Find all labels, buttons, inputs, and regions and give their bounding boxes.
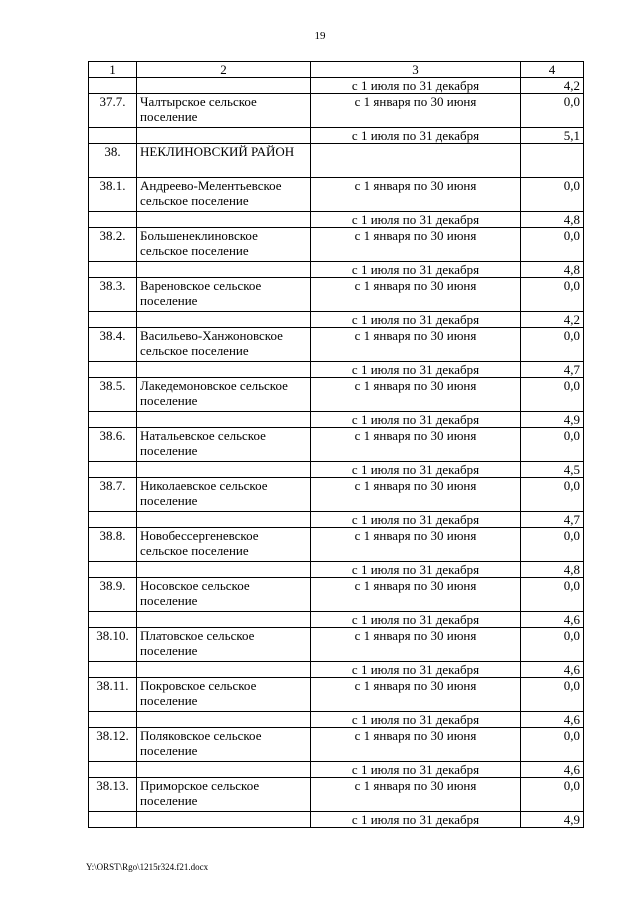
row-number: [89, 362, 137, 378]
table-row: [89, 128, 584, 144]
table-row: [89, 678, 584, 712]
table-row: [89, 528, 584, 562]
table-row: [89, 328, 584, 362]
settlement-name: [137, 212, 311, 228]
table-row: [89, 278, 584, 312]
table-row: [89, 94, 584, 128]
settlement-name: [137, 562, 311, 578]
period: с 1 июля по 31 декабря: [311, 362, 521, 378]
table-row: [89, 562, 584, 578]
rate-value: 0,0: [521, 94, 584, 128]
period: с 1 июля по 31 декабря: [311, 412, 521, 428]
period: с 1 июля по 31 декабря: [311, 612, 521, 628]
row-number: 38.2.: [89, 228, 137, 262]
settlement-name: Николаевское сельское поселение: [137, 478, 311, 512]
table-row: [89, 378, 584, 412]
settlement-name: Носовское сельское поселение: [137, 578, 311, 612]
rate-value: 0,0: [521, 178, 584, 212]
row-number: [89, 78, 137, 94]
settlement-name: [137, 662, 311, 678]
table-row: [89, 362, 584, 378]
rate-value: [521, 144, 584, 178]
settlement-name: Новобессергеневское сельское поселение: [137, 528, 311, 562]
period: с 1 января по 30 июня: [311, 728, 521, 762]
column-header-4: 4: [521, 62, 584, 78]
rate-value: 0,0: [521, 678, 584, 712]
period: с 1 июля по 31 декабря: [311, 762, 521, 778]
rate-value: 0,0: [521, 528, 584, 562]
rate-value: 5,1: [521, 128, 584, 144]
settlement-name: [137, 262, 311, 278]
page-number: 19: [314, 30, 326, 42]
settlement-name: [137, 412, 311, 428]
table-row: [89, 512, 584, 528]
row-number: [89, 512, 137, 528]
settlement-name: Натальевское сельское поселение: [137, 428, 311, 462]
table-row: [89, 612, 584, 628]
table-row: [89, 144, 584, 178]
table-row: [89, 662, 584, 678]
period: с 1 января по 30 июня: [311, 528, 521, 562]
period: с 1 июля по 31 декабря: [311, 512, 521, 528]
table-header-row: [89, 62, 584, 78]
row-number: 38.7.: [89, 478, 137, 512]
file-path-footer: Y:\ORST\Rgo\1215r324.f21.docx: [86, 862, 209, 872]
rates-table: [88, 61, 584, 828]
period: с 1 января по 30 июня: [311, 94, 521, 128]
settlement-name: НЕКЛИНОВСКИЙ РАЙОН: [137, 144, 311, 178]
period: [311, 144, 521, 178]
rate-value: 0,0: [521, 478, 584, 512]
rate-value: 4,8: [521, 562, 584, 578]
row-number: [89, 212, 137, 228]
settlement-name: Чалтырское сельское поселение: [137, 94, 311, 128]
row-number: [89, 462, 137, 478]
rate-value: 4,5: [521, 462, 584, 478]
period: с 1 июля по 31 декабря: [311, 78, 521, 94]
settlement-name: Андреево-Мелентьевское сельское поселение: [137, 178, 311, 212]
settlement-name: [137, 362, 311, 378]
period: с 1 января по 30 июня: [311, 628, 521, 662]
settlement-name: [137, 512, 311, 528]
period: с 1 июля по 31 декабря: [311, 128, 521, 144]
settlement-name: Покровское сельское поселение: [137, 678, 311, 712]
row-number: 38.: [89, 144, 137, 178]
settlement-name: [137, 812, 311, 828]
rate-value: 0,0: [521, 278, 584, 312]
period: с 1 июля по 31 декабря: [311, 312, 521, 328]
rate-value: 0,0: [521, 728, 584, 762]
row-number: 38.8.: [89, 528, 137, 562]
row-number: 38.1.: [89, 178, 137, 212]
settlement-name: [137, 612, 311, 628]
period: с 1 июля по 31 декабря: [311, 562, 521, 578]
rate-value: 4,6: [521, 712, 584, 728]
settlement-name: [137, 462, 311, 478]
period: с 1 июля по 31 декабря: [311, 812, 521, 828]
rate-value: 0,0: [521, 228, 584, 262]
settlement-name: Большенеклиновское сельское поселение: [137, 228, 311, 262]
row-number: [89, 262, 137, 278]
period: с 1 июля по 31 декабря: [311, 462, 521, 478]
column-header-2: 2: [137, 62, 311, 78]
period: с 1 июля по 31 декабря: [311, 662, 521, 678]
table-row: [89, 212, 584, 228]
row-number: 38.3.: [89, 278, 137, 312]
period: с 1 июля по 31 декабря: [311, 212, 521, 228]
row-number: [89, 312, 137, 328]
table-row: [89, 628, 584, 662]
table-row: [89, 712, 584, 728]
settlement-name: [137, 78, 311, 94]
table-row: [89, 262, 584, 278]
rate-value: 0,0: [521, 328, 584, 362]
column-header-3: 3: [311, 62, 521, 78]
rate-value: 0,0: [521, 578, 584, 612]
table-row: [89, 428, 584, 462]
row-number: [89, 128, 137, 144]
rate-value: 4,7: [521, 512, 584, 528]
period: с 1 января по 30 июня: [311, 578, 521, 612]
row-number: [89, 612, 137, 628]
row-number: 38.4.: [89, 328, 137, 362]
period: с 1 января по 30 июня: [311, 278, 521, 312]
period: с 1 января по 30 июня: [311, 478, 521, 512]
table-row: [89, 462, 584, 478]
rate-value: 4,2: [521, 312, 584, 328]
settlement-name: Васильево-Ханжоновское сельское поселение: [137, 328, 311, 362]
rate-value: 0,0: [521, 378, 584, 412]
table-row: [89, 778, 584, 812]
row-number: 38.5.: [89, 378, 137, 412]
row-number: [89, 412, 137, 428]
rate-value: 0,0: [521, 428, 584, 462]
table-row: [89, 228, 584, 262]
rate-value: 4,9: [521, 412, 584, 428]
rate-value: 4,6: [521, 762, 584, 778]
settlement-name: Поляковское сельское поселение: [137, 728, 311, 762]
rate-value: 4,7: [521, 362, 584, 378]
period: с 1 января по 30 июня: [311, 228, 521, 262]
settlement-name: Вареновское сельское поселение: [137, 278, 311, 312]
row-number: [89, 712, 137, 728]
settlement-name: Приморское сельское поселение: [137, 778, 311, 812]
period: с 1 января по 30 июня: [311, 678, 521, 712]
period: с 1 июля по 31 декабря: [311, 262, 521, 278]
table-row: [89, 762, 584, 778]
table-row: [89, 412, 584, 428]
period: с 1 июля по 31 декабря: [311, 712, 521, 728]
row-number: 38.9.: [89, 578, 137, 612]
table-row: [89, 178, 584, 212]
table-row: [89, 578, 584, 612]
settlement-name: [137, 312, 311, 328]
settlement-name: [137, 762, 311, 778]
rate-value: 4,8: [521, 262, 584, 278]
rate-value: 0,0: [521, 628, 584, 662]
table-row: [89, 478, 584, 512]
period: с 1 января по 30 июня: [311, 778, 521, 812]
row-number: [89, 762, 137, 778]
table-row: [89, 78, 584, 94]
table-row: [89, 812, 584, 828]
rate-value: 4,6: [521, 612, 584, 628]
rate-value: 4,6: [521, 662, 584, 678]
settlement-name: Платовское сельское поселение: [137, 628, 311, 662]
period: с 1 января по 30 июня: [311, 178, 521, 212]
rate-value: 4,2: [521, 78, 584, 94]
row-number: 38.12.: [89, 728, 137, 762]
table-row: [89, 728, 584, 762]
rate-value: 4,8: [521, 212, 584, 228]
settlement-name: [137, 712, 311, 728]
row-number: 38.11.: [89, 678, 137, 712]
row-number: [89, 662, 137, 678]
rate-value: 4,9: [521, 812, 584, 828]
period: с 1 января по 30 июня: [311, 428, 521, 462]
row-number: 38.10.: [89, 628, 137, 662]
period: с 1 января по 30 июня: [311, 378, 521, 412]
table-row: [89, 312, 584, 328]
settlement-name: Лакедемоновское сельское поселение: [137, 378, 311, 412]
row-number: 38.13.: [89, 778, 137, 812]
row-number: 37.7.: [89, 94, 137, 128]
settlement-name: [137, 128, 311, 144]
row-number: [89, 812, 137, 828]
rate-value: 0,0: [521, 778, 584, 812]
column-header-1: 1: [89, 62, 137, 78]
period: с 1 января по 30 июня: [311, 328, 521, 362]
row-number: [89, 562, 137, 578]
row-number: 38.6.: [89, 428, 137, 462]
